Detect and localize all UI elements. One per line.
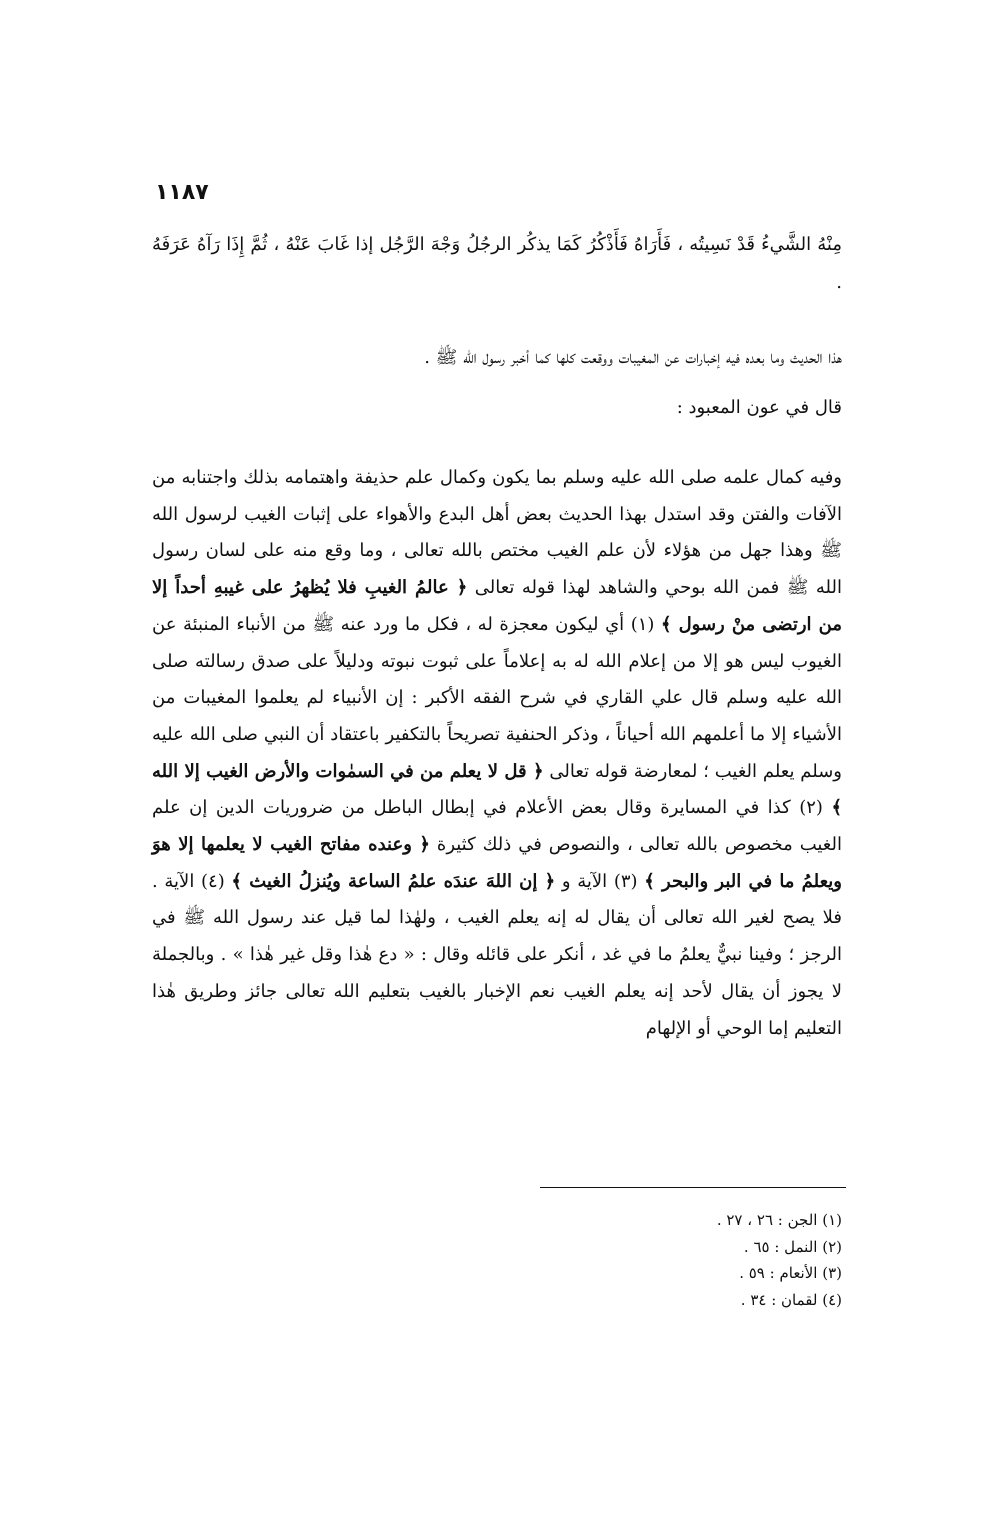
main-paragraph	[152, 460, 842, 1047]
footnote-ref-2: (٢)	[790, 797, 823, 819]
footnote-divider	[540, 1187, 846, 1188]
quran-quote-1: ﴿ عالمُ الغيبِ فلا يُظهرُ على غيبهِ أحداً إلا من ارتضى منْ رسول ﴾	[152, 577, 842, 635]
source-heading: قال في عون المعبود :	[676, 397, 842, 418]
footnote-item: (٣) الأنعام : ٥٩ .	[739, 1264, 842, 1282]
footnote-ref-1: (١)	[624, 613, 655, 635]
main-text-3: كذا في المسايرة وقال بعض الأعلام في إبطال الباطل من ضروريات الدين إن علم الغيب مخصوص بالله تعالى ، والنصوص في ذلك كثيرة	[152, 797, 842, 856]
page-number: ١١٨٧	[155, 180, 209, 205]
footnote-item: (٢) النمل : ٦٥ .	[743, 1237, 842, 1256]
main-text-4: الآية و	[561, 870, 608, 892]
main-text-1: وفيه كمال علمه صلى الله عليه وسلم بما يكون وكمال علم حذيفة واهتمامه بذلك واجتنابه من الآفات والفتن وقد استدل بهذا الحديث بعض أهل البدع والأهواء على إثبات الغيب لرسول الله ﷺ وهذا جهل من هؤلاء لأن علم الغيب مختص بالله تعالى ، وما وقع منه على لسان رسول الله ﷺ فمن الله بوحي والشاهد لهذا قوله تعالى	[152, 467, 842, 599]
commentary-paragraph: هذا الحديث وما بعده فيه إخبارات عن المغيبات ووقعت كلها كما أخبر رسول الله ﷺ .	[424, 347, 842, 368]
main-text-2: أي ليكون معجزة له ، فكل ما ورد عنه ﷺ من الأنباء المنبئة عن الغيوب ليس هو إلا من إعلام الله له به إعلاماً على ثبوت نبوته ودليلاً على صدق رسالته صلى الله عليه وسلم قال علي القاري في شرح الفقه الأكبر : إن الأنبياء لم يعلموا المغيبات من الأشياء إلا ما أعلمهم الله أحياناً ، وذكر الحنفية تصريحاً بالتكفير باعتقاد أن النبي صلى الله عليه وسلم يعلم الغيب ؛ لمعارضة قوله تعالى	[152, 613, 843, 782]
footnotes-list	[442, 1207, 842, 1313]
footnote-ref-3: (٣)	[607, 870, 638, 892]
footnote-ref-4: (٤)	[194, 870, 225, 892]
main-text-5: الآية . فلا يصح لغير الله تعالى أن يقال له إنه يعلم الغيب ، ولهٰذا لما قيل عند رسول الله ﷺ في الرجز ؛ وفينا نبيٌّ يعلمُ ما في غد ، أنكر على قائله وقال : « دع هٰذا وقل غير هٰذا » . وبالجملة لا يجوز أن يقال لأحد إنه يعلم الغيب نعم الإخبار بالغيب بتعليم الله تعالى جائز وطريق هٰذا التعليم إما الوحي أو الإلهام	[152, 870, 842, 1039]
quran-quote-4: ﴿ إن اللهَ عندَه علمُ الساعة ويُنزلُ الغيث ﴾	[231, 870, 556, 892]
footnote-item: (١) الجن : ٢٦ ، ٢٧ .	[716, 1211, 842, 1229]
footnote-item: (٤) لقمان : ٣٤ .	[740, 1290, 842, 1309]
quran-quote-3: ﴿ وعنده مفاتح الغيب لا يعلمها إلا هوَ ويعلمُ ما في البر والبحر ﴾	[152, 834, 842, 892]
intro-paragraph: مِنْهُ الشَّيءُ قَدْ نَسِيتُه ، فَأَرَاهُ فَأَذْكُرُ كَمَا يذكُر الرجُلُ وَجْهَ الرَّجُل إذا غَابَ عَنْهُ ، ثُمَّ إِذَا رَآهُ عَرَفَهُ .	[152, 234, 842, 293]
quran-quote-2: ﴿ قل لا يعلم من في السمٰوات والأرض الغيب إلا الله ﴾	[152, 760, 842, 819]
